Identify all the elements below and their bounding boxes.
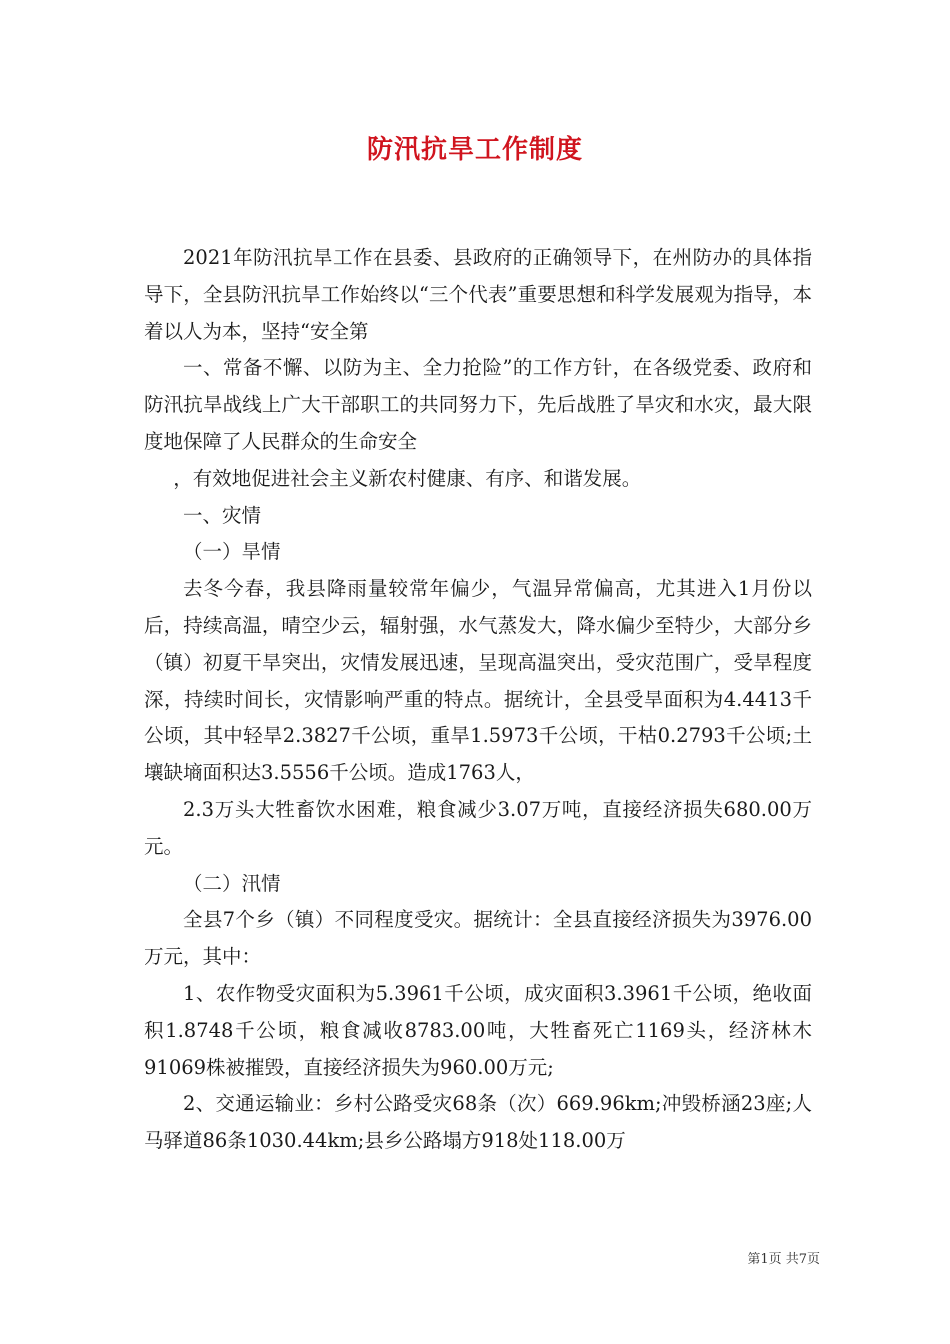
- subsection-heading-flood: （二）汛情: [183, 871, 281, 895]
- document-title: 防汛抗旱工作制度: [366, 135, 583, 165]
- paragraph-drought-loss: 2.3万头大牲畜饮水困难，粮食减少3.07万吨，直接经济损失680.00万元。: [144, 797, 812, 858]
- paragraph-policy: 一、常备不懈、以防为主、全力抢险”的工作方针，在各级党委、政府和防汛抗旱战线上广大干部职工的共同努力下，先后战胜了旱灾和水灾，最大限度地保障了人民群众的生命安全: [144, 356, 812, 453]
- document-body: [144, 240, 812, 1160]
- paragraph-crops: 1、农作物受灾面积为5.3961千公顷，成灾面积3.3961千公顷，绝收面积1.8748千公顷，粮食减收8783.00吨，大牲畜死亡1169头，经济林木91069株被摧毁，直接经济损失为960.00万元;: [144, 981, 812, 1079]
- paragraph-intro: 2021年防汛抗旱工作在县委、县政府的正确领导下，在州防办的具体指导下，全县防汛抗旱工作始终以“三个代表”重要思想和科学发展观为指导，本着以人为本，坚持“安全第: [144, 246, 812, 343]
- paragraph-flood-summary: 全县7个乡（镇）不同程度受灾。据统计：全县直接经济损失为3976.00万元，其中：: [144, 908, 812, 969]
- page-number: 第1页 共7页: [747, 1252, 820, 1267]
- subsection-heading-drought: （一）旱情: [183, 540, 281, 564]
- paragraph-drought: 去冬今春，我县降雨量较常年偏少，气温异常偏高，尤其进入1月份以后，持续高温，晴空少云，辐射强，水气蒸发大，降水偏少至特少，大部分乡（镇）初夏干旱突出，灾情发展迅速，呈现高温突出，受灾范围广，受旱程度深，持续时间长，灾情影响严重的特点。据统计，全县受旱面积为4.4413千公顷，其中轻旱2.3827千公顷，重旱1.5973千公顷，干枯0.2793千公顷;土壤缺墒面积达3.5556千公顷。造成1763人，: [144, 577, 812, 785]
- paragraph-transport: 2、交通运输业：乡村公路受灾68条（次）669.96km;冲毁桥涵23座;人马驿道86条1030.44km;县乡公路塌方918处118.00万: [144, 1092, 812, 1153]
- section-heading-disaster: 一、灾情: [183, 503, 262, 527]
- paragraph-continuation: ，有效地促进社会主义新农村健康、有序、和谐发展。: [173, 466, 642, 490]
